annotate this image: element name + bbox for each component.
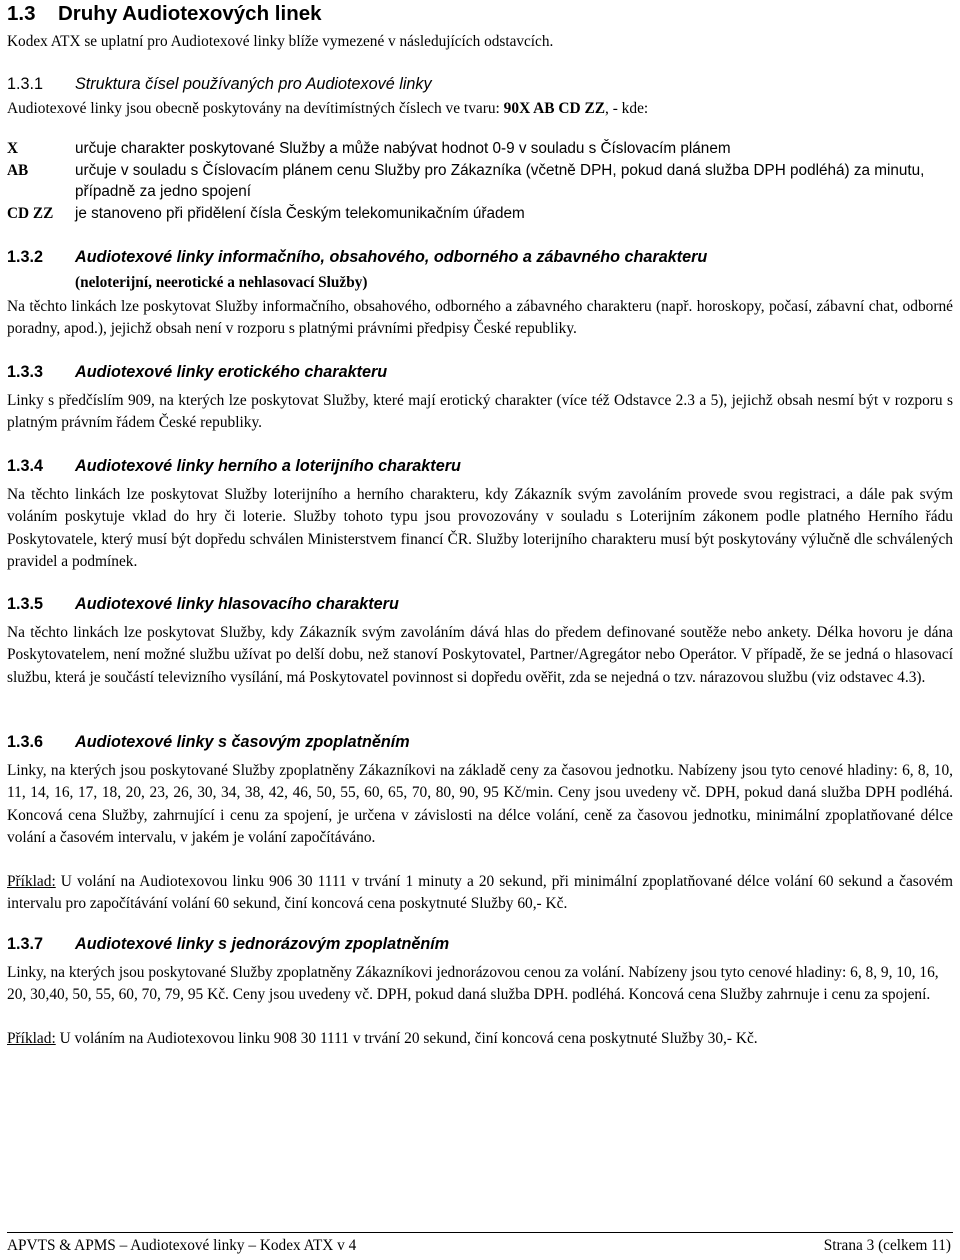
paragraph-1-3-6: Linky, na kterých jsou poskytované Služby zpoplatněny Zákazníkovi na základě ceny za časovou jednotku. Nabízeny jsou tyto cenové hladiny: 6, 8, 10, 11, 14, 16, 17, 18, 20, 23, 26, 30, 34, 38, 42, 46, 50, 55, 60, 65, 70, 80, 90, 95 Kč/min. Ceny jsou uvedeny vč. DPH, pokud daná služba DPH podléhá. Koncová cena Služby, zahrnující i cenu za spojení, je určena v závislosti na délce volání, ceně za časovou jednotku, minimální zpoplatňované délce volání a časovém intervalu, v jakém je volání započítáváno. bbox=[7, 762, 953, 846]
heading-1-3-6 bbox=[7, 733, 410, 752]
heading-title: Audiotexové linky informačního, obsahového, odborného a zábavného charakteru bbox=[75, 248, 708, 266]
definition-item bbox=[7, 138, 953, 160]
paragraph-1-3-5: Na těchto linkách lze poskytovat Služby, kdy Zákazník svým zavoláním dává hlas do předem definované soutěže nebo ankety. Délka hovoru je dána Poskytovatelem, není možné službu užívat po delší dobu, než stanoví Poskytovatel, Partner/Agregátor nebo Operátor. V případě, že se jedná o hlasovací službu, která je součástí televizního vysílání, má Poskytovatel povinnost si dopředu ověřit, zda se nejedná o tzv. nárazovou službu (viz odstavec 4.3). bbox=[7, 624, 953, 686]
heading-1-3-1 bbox=[7, 75, 432, 94]
example-1-3-6 bbox=[7, 871, 953, 916]
heading-number: 1.3.5 bbox=[7, 595, 44, 613]
heading-title: Audiotexové linky erotického charakteru bbox=[75, 363, 388, 381]
heading-title: Audiotexové linky hlasovacího charakteru bbox=[75, 595, 399, 613]
example-text: U voláním na Audiotexovou linku 908 30 1111 v trvání 20 sekund, činí koncová cena poskytnuté Služby 30,- Kč. bbox=[55, 1030, 758, 1047]
heading-1-3-5 bbox=[7, 595, 399, 614]
definition-list bbox=[7, 138, 953, 224]
definition-value: určuje v souladu s Číslovacím plánem cenu Služby pro Zákazníka (včetně DPH, pokud daná služba DPH podléhá) za minutu, případně za jedno spojení bbox=[75, 161, 925, 200]
definition-key: X bbox=[7, 140, 19, 157]
heading-1-3-7 bbox=[7, 935, 449, 954]
footer-divider bbox=[7, 1232, 953, 1233]
definition-item bbox=[7, 160, 953, 203]
example-label: Příklad: bbox=[7, 873, 56, 890]
definition-value: je stanoveno při přidělení čísla Českým telekomunikačním úřadem bbox=[75, 204, 525, 222]
heading-number: 1.3.2 bbox=[7, 248, 44, 266]
paragraph-1-3-1 bbox=[7, 98, 953, 120]
paragraph-1-3-4: Na těchto linkách lze poskytovat Služby loterijního a herního charakteru, kdy Zákazník svým zavoláním provede svou registraci, a dále pak svým voláním poskytuje vklad do hry či loterie. Služby tohoto typu jsou provozovány v souladu s Loterijním zákonem podle platného Herního řádu Poskytovatele, který musí být dopředu schválen Ministerstvem financí ČR. Služby loterijního charakteru musí být poskytovány výlučně dle schválených pravidel a podmínek. bbox=[7, 486, 953, 570]
paragraph-text-end: , - kde: bbox=[605, 100, 649, 117]
heading-1-3-4 bbox=[7, 457, 461, 476]
heading-number: 1.3.7 bbox=[7, 935, 44, 953]
section-intro: Kodex ATX se uplatní pro Audiotexové linky blíže vymezené v následujících odstavcích. bbox=[7, 33, 554, 50]
heading-title: Audiotexové linky herního a loterijního charakteru bbox=[75, 457, 461, 475]
definition-key: CD ZZ bbox=[7, 204, 54, 222]
section-number: 1.3 bbox=[7, 2, 36, 25]
heading-subtitle: (neloterijní, neerotické a nehlasovací Služby) bbox=[75, 274, 368, 291]
heading-number: 1.3.6 bbox=[7, 733, 44, 751]
heading-title: Struktura čísel používaných pro Audiotexové linky bbox=[75, 75, 432, 93]
footer-page-number: Strana 3 (celkem 11) bbox=[823, 1237, 951, 1254]
paragraph-1-3-7: Linky, na kterých jsou poskytované Služby zpoplatněny Zákazníkovi jednorázovou cenou za volání. Nabízeny jsou tyto cenové hladiny: 6, 8, 9, 10, 16, 20, 30,40, 50, 55, 60, 70, 79, 95 Kč. Ceny jsou uvedeny vč. DPH, pokud daná služba DPH. podléhá. Koncová cena Služby zahrnuje i cenu za spojení. bbox=[7, 964, 939, 1004]
footer-document-title: APVTS & APMS – Audiotexové linky – Kodex ATX v 4 bbox=[7, 1237, 357, 1254]
example-label: Příklad: bbox=[7, 1030, 56, 1047]
number-format: 90X AB CD ZZ bbox=[503, 100, 606, 117]
document-page bbox=[7, 0, 953, 1260]
heading-1-3-3 bbox=[7, 363, 387, 382]
heading-number: 1.3.4 bbox=[7, 457, 44, 475]
section-heading bbox=[7, 2, 322, 26]
example-1-3-7 bbox=[7, 1028, 953, 1050]
heading-title: Audiotexové linky s časovým zpoplatněním bbox=[75, 733, 410, 751]
heading-1-3-2 bbox=[7, 248, 707, 267]
heading-number: 1.3.3 bbox=[7, 363, 44, 381]
definition-key: AB bbox=[7, 161, 29, 179]
example-text: U volání na Audiotexovou linku 906 30 1111 v trvání 1 minuty a 20 sekund, při minimální zpoplatňované délce volání 60 sekund a časovém intervalu pro započítávání volání 60 sekund, činí koncová cena poskytnuté Služby 60,- Kč. bbox=[7, 873, 953, 913]
paragraph-text: Audiotexové linky jsou obecně poskytovány na devítimístných číslech ve tvaru: bbox=[7, 100, 504, 117]
paragraph-1-3-3: Linky s předčíslím 909, na kterých lze poskytovat Služby, které mají erotický charakter (více též Odstavce 2.3 a 5), jejichž obsah nesmí být v rozporu s platným právním řádem České republiky. bbox=[7, 392, 953, 432]
heading-title: Audiotexové linky s jednorázovým zpoplatněním bbox=[75, 935, 450, 953]
section-title: Druhy Audiotexových linek bbox=[58, 2, 322, 25]
heading-number: 1.3.1 bbox=[7, 75, 44, 93]
paragraph-1-3-2: Na těchto linkách lze poskytovat Služby informačního, obsahového, odborného a zábavného charakteru (např. horoskopy, počasí, zábavní chat, odborné poradny, apod.), jejichž obsah není v rozporu s platnými právními předpisy České republiky. bbox=[7, 298, 953, 338]
definition-item bbox=[7, 203, 953, 225]
definition-value: určuje charakter poskytované Služby a může nabývat hodnot 0-9 v souladu s Číslovacím plánem bbox=[75, 140, 731, 157]
